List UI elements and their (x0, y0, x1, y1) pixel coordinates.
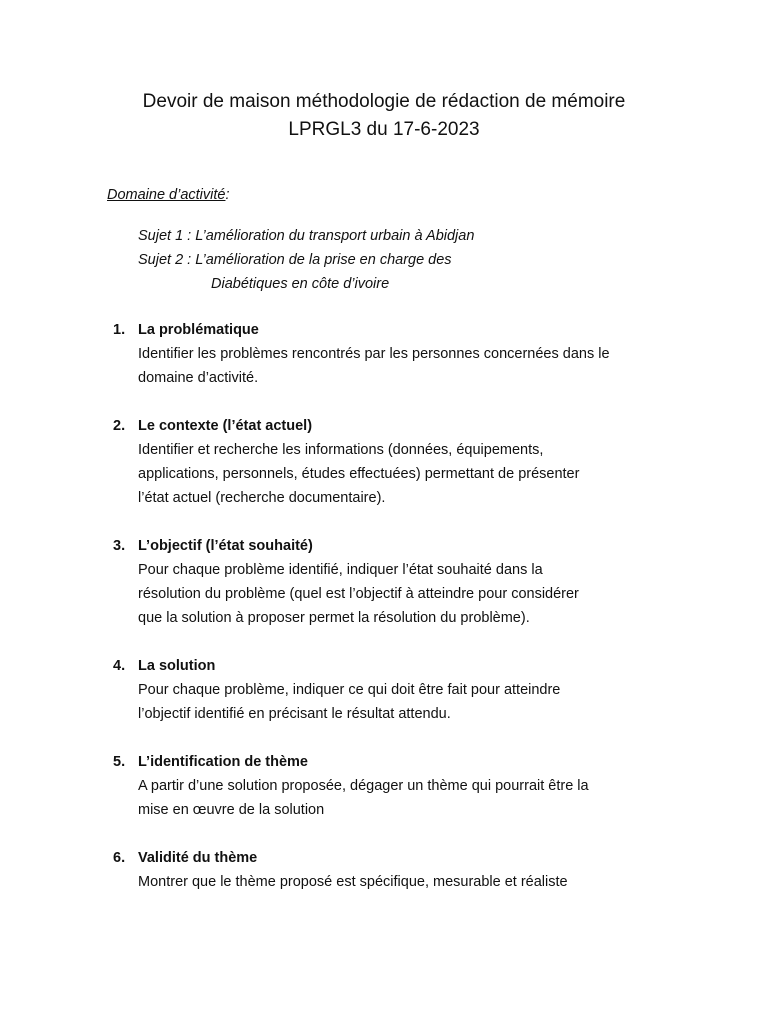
list-item-text-line: Pour chaque problème, indiquer ce qui doit être fait pour atteindre (138, 682, 561, 698)
list-item (113, 414, 693, 510)
numbered-list (113, 318, 693, 918)
list-item-text-line: l’état actuel (recherche documentaire). (138, 490, 386, 506)
list-item-text-line: Identifier et recherche les informations (données, équipements, (138, 442, 544, 458)
list-item-heading: Le contexte (l’état actuel) (138, 418, 313, 434)
list-item-number: 5. (113, 754, 126, 770)
list-item-number: 2. (113, 418, 126, 434)
subject-1: Sujet 1 : L’amélioration du transport urbain à Abidjan (138, 228, 475, 244)
document-title (0, 88, 768, 144)
list-item (113, 654, 693, 726)
list-item-heading: L’objectif (l’état souhaité) (138, 538, 313, 554)
list-item-number: 1. (113, 322, 126, 338)
list-item-heading: La solution (138, 658, 216, 674)
list-item-text-line: mise en œuvre de la solution (138, 802, 325, 818)
title-line-1: Devoir de maison méthodologie de rédaction de mémoire (142, 91, 626, 112)
list-item-text-line: résolution du problème (quel est l’objectif à atteindre pour considérer (138, 586, 579, 602)
subject-2-continuation: Diabétiques en côte d’ivoire (211, 276, 390, 292)
list-item-text-line: A partir d’une solution proposée, dégager un thème qui pourrait être la (138, 778, 589, 794)
list-item-heading: L’identification de thème (138, 754, 308, 770)
list-item-text-line: l’objectif identifié en précisant le résultat attendu. (138, 706, 451, 722)
list-item-text-line: domaine d’activité. (138, 370, 259, 386)
list-item (113, 318, 693, 390)
list-item-text-line: applications, personnels, études effectuées) permettant de présenter (138, 466, 580, 482)
list-item (113, 534, 693, 630)
list-item-number: 3. (113, 538, 126, 554)
list-item-heading: Validité du thème (138, 850, 258, 866)
domain-label-text: Domaine d’activité (107, 187, 226, 203)
title-line-2: LPRGL3 du 17-6-2023 (288, 119, 480, 140)
list-item-text-line: Identifier les problèmes rencontrés par les personnes concernées dans le (138, 346, 610, 362)
list-item-text-line: que la solution à proposer permet la résolution du problème). (138, 610, 530, 626)
list-item-text-line: Montrer que le thème proposé est spécifique, mesurable et réaliste (138, 874, 568, 890)
subject-2: Sujet 2 : L’amélioration de la prise en charge des (138, 252, 452, 268)
list-item (113, 846, 693, 894)
list-item-text-line: Pour chaque problème identifié, indiquer l’état souhaité dans la (138, 562, 543, 578)
subjects-block (138, 224, 474, 296)
domain-label-suffix: : (225, 187, 230, 203)
domain-label (107, 187, 230, 203)
list-item-heading: La problématique (138, 322, 259, 338)
list-item (113, 750, 693, 822)
list-item-number: 6. (113, 850, 126, 866)
list-item-number: 4. (113, 658, 126, 674)
